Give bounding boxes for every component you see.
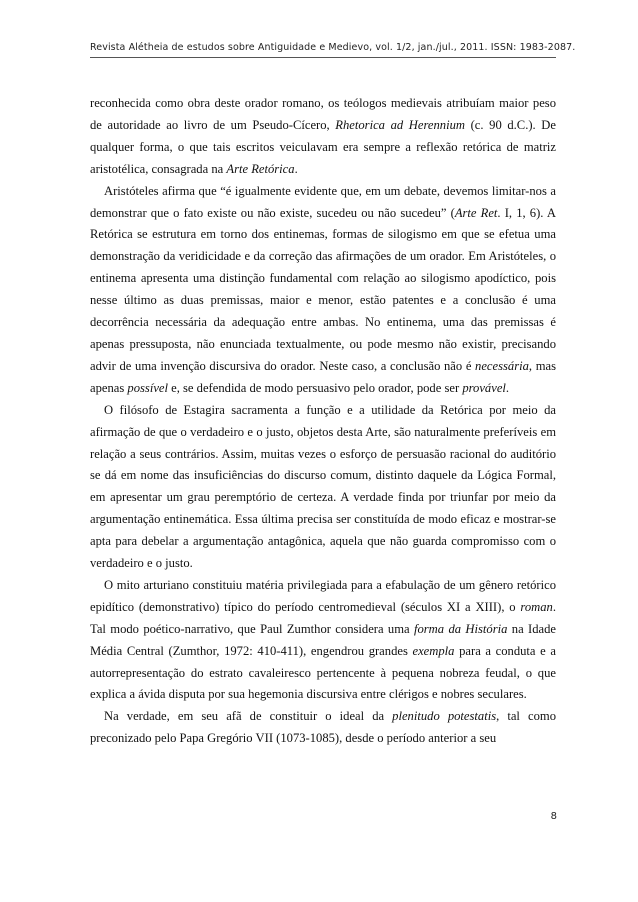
italic-text-run: possível xyxy=(127,380,168,395)
text-run: O mito arturiano constituiu matéria privilegiada para a efabulação de um gênero retórico epidítico (demonstrativo) típico do período centromedieval (séculos XI a XIII), o xyxy=(90,577,556,614)
italic-text-run: Arte Retórica xyxy=(226,161,295,176)
text-run: . xyxy=(294,161,298,176)
text-run: para a conduta e a autorrepresentação do estrato cavaleiresco pertencente à pequena nobreza feudal, o que explica a ávida disputa por sua hegemonia discursiva entre clérigos e nobres seculares. xyxy=(90,643,556,702)
italic-text-run: plenitudo potestatis xyxy=(392,709,497,724)
paragraph-arthurian-myth xyxy=(90,575,556,706)
text-run: , tal como preconizado pelo Papa Gregório VII (1073-1085), desde o período anterior a seu xyxy=(90,709,556,746)
italic-text-run: provável xyxy=(462,380,506,395)
paragraph-plenitudo-potestatis xyxy=(90,706,556,750)
text-run: e, se defendida de modo persuasivo pelo orador, pode ser xyxy=(168,380,463,395)
text-run: (c. 90 d.C.). De qualquer forma, o que tais escritos veiculavam era sempre a reflexão retórica de matriz aristotélica, consagrada na xyxy=(90,117,556,176)
text-run: . I, 1, 6). A Retórica se estrutura em torno dos entinemas, formas de silogismo em que se efetua uma demonstração da veridicidade e da correção das afirmações de um orador. Em Aristóteles, o entinema apresenta uma distinção fundamental com relação ao silogismo apodíctico, pois nesse último as duas premissas, maior e menor, estão patentes e a conclusão é uma decorrência necessária da adequação entre ambas. No entinema, uma das premissas é apenas pressuposta, não enunciada textualmente, ou pode mesmo não existir, precisando advir de uma invenção discursiva do orador. Neste caso, a conclusão não é xyxy=(90,205,556,373)
italic-text-run: necessária xyxy=(475,358,529,373)
body-text xyxy=(90,93,556,750)
text-run: . Tal modo poético-narrativo, que Paul Zumthor considera uma xyxy=(90,599,556,636)
text-run: reconhecida como obra deste orador romano, os teólogos medievais atribuíam maior peso de autoridade ao livro de um Pseudo-Cícero, xyxy=(90,96,556,132)
paragraph-continuation xyxy=(90,93,556,181)
text-run: O filósofo de Estagira sacramenta a função e a utilidade da Retórica por meio da afirmação de que o verdadeiro e o justo, objetos desta Arte, são naturalmente preferíveis em relação a seus contrários. Assim, muitas vezes o esforço de persuasão racional do auditório se dá em nome das insuficiências do discurso comum, distinto daquele da Lógica Formal, em apresentar um grau peremptório de certeza. A verdade finda por triunfar por meio da argumentação entinemática. Essa última precisa ser constituída de modo eficaz e mostrar-se apta para debelar a argumentação antagônica, aquela que não guarda compromisso com o verdadeiro e o justo. xyxy=(90,402,556,571)
paragraph-aristotle-enthymeme xyxy=(90,181,556,400)
page-number: 8 xyxy=(550,811,557,822)
text-run: na Idade Média Central (Zumthor, 1972: 410-411), engendrou grandes xyxy=(90,621,556,658)
italic-text-run: Rhetorica ad Herennium xyxy=(335,117,465,132)
paragraph-stagira-philosopher xyxy=(90,400,556,575)
header-rule xyxy=(90,57,556,58)
italic-text-run: exempla xyxy=(412,643,455,658)
italic-text-run: Arte Ret xyxy=(454,205,498,220)
text-run: , mas apenas xyxy=(90,358,556,395)
text-run: Aristóteles afirma que “é igualmente evidente que, em um debate, devemos limitar-nos a demonstrar que o fato existe ou não existe, sucedeu ou não sucedeu” ( xyxy=(90,183,556,220)
text-run: Na verdade, em seu afã de constituir o ideal da xyxy=(104,709,393,724)
italic-text-run: roman xyxy=(520,599,553,614)
text-run: . xyxy=(505,380,510,395)
italic-text-run: forma da História xyxy=(413,621,508,636)
running-header: Revista Alétheia de estudos sobre Antiguidade e Medievo, vol. 1/2, jan./jul., 2011. ISSN: 1983-2087. xyxy=(90,42,576,53)
